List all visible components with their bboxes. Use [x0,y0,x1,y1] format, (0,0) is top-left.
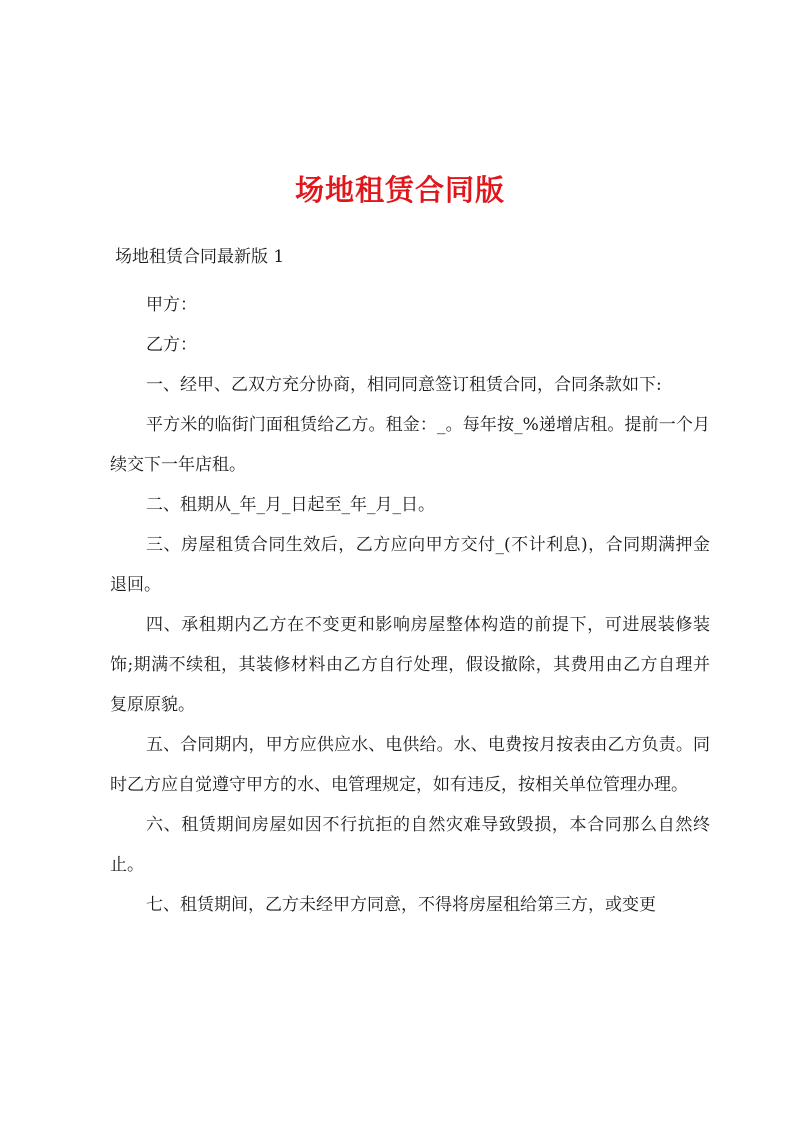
clause-6-force-majeure: 六、租赁期间房屋如因不行抗拒的自然灾难导致毁损，本合同那么自然终止。 [110,815,710,875]
clause-3-deposit: 三、房屋租赁合同生效后，乙方应向甲方交付_(不计利息)，合同期满押金退回。 [110,535,710,595]
contract-body [110,285,710,925]
document-title: 场地租赁合同版 [294,173,505,207]
party-b-line: 乙方： [146,335,197,355]
clause-1-intro: 一、经甲、乙双方充分协商，相同同意签订租赁合同，合同条款如下: [146,375,662,395]
clause-4-decoration: 四、承租期内乙方在不变更和影响房屋整体构造的前提下，可进展装修装饰;期满不续租，其装修材料由乙方自行处理，假设撤除，其费用由乙方自理并复原原貌。 [110,615,710,715]
clause-7-sublease: 七、租赁期间，乙方未经甲方同意，不得将房屋租给第三方，或变更 [146,895,656,915]
party-a-line: 甲方： [146,295,197,315]
document-subtitle: 场地租赁合同最新版 1 [115,247,285,267]
clause-1-rent: 平方米的临街门面租赁给乙方。租金：_。每年按_%递增店租。提前一个月续交下一年店租。 [110,415,710,475]
clause-5-utilities: 五、合同期内，甲方应供应水、电供给。水、电费按月按表由乙方负责。同时乙方应自觉遵守甲方的水、电管理规定，如有违反，按相关单位管理办理。 [110,735,710,795]
clause-2-term: 二、租期从_年_月_日起至_年_月_日。 [146,495,435,515]
